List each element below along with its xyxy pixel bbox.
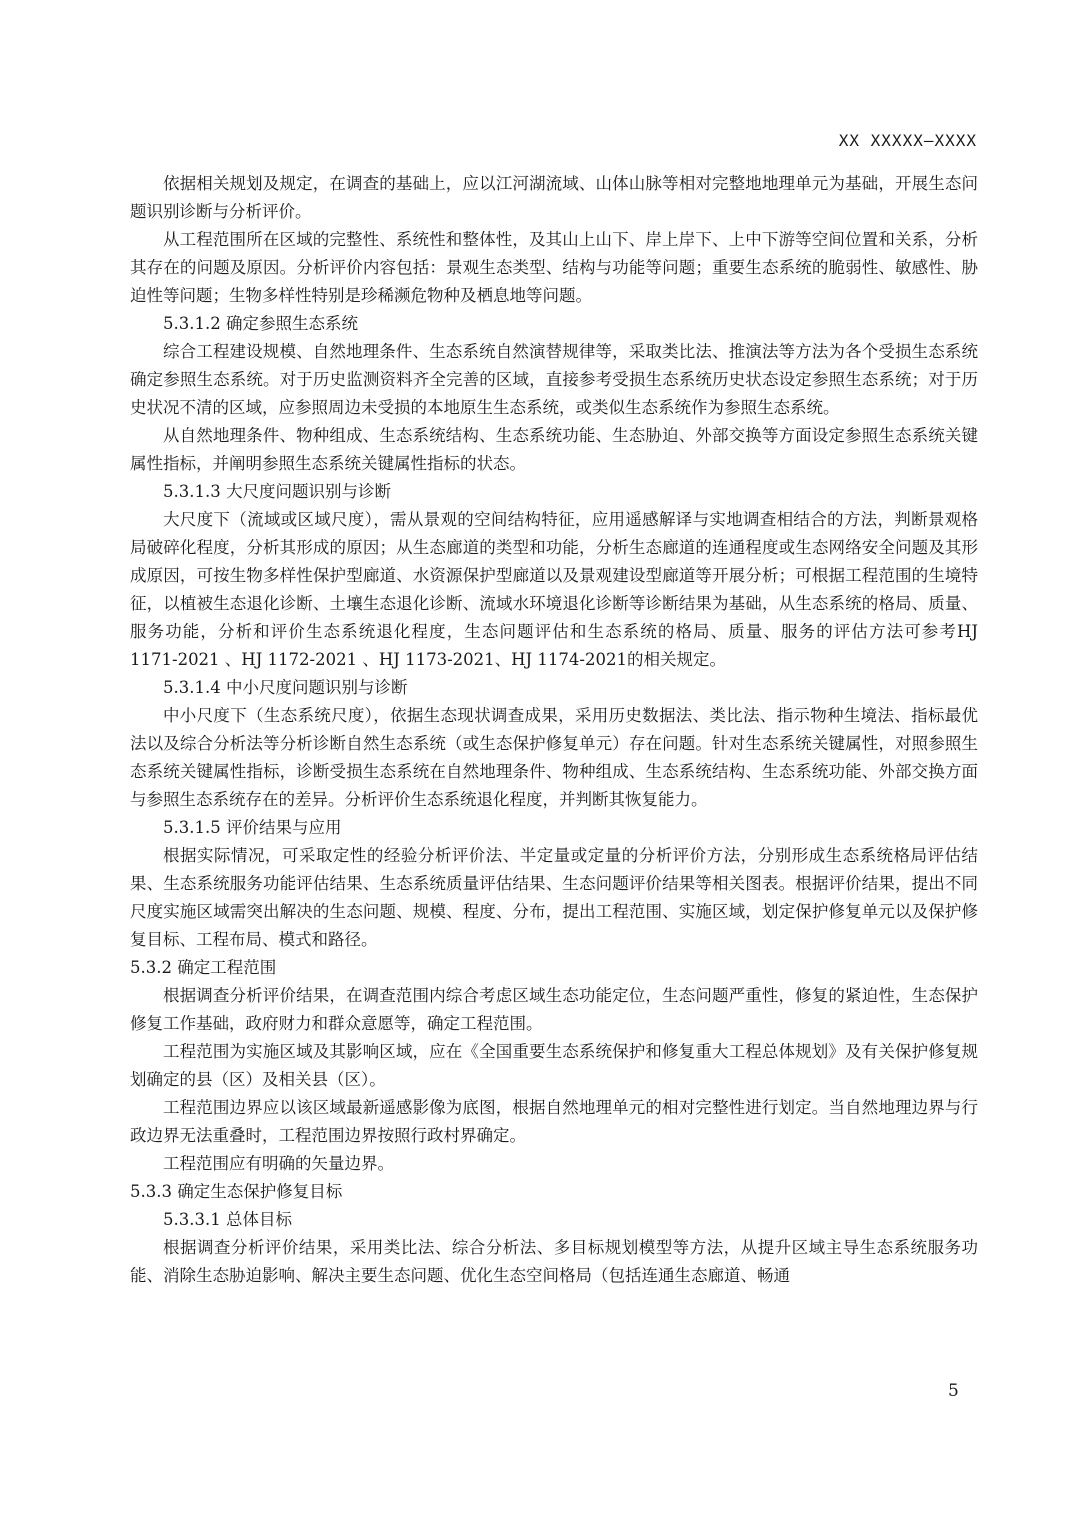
document-code: XX XXXXX—XXXX — [838, 131, 977, 150]
document-body — [130, 170, 978, 1290]
section-heading: 5.3.3.1 总体目标 — [163, 1210, 292, 1229]
paragraph: 根据调查分析评价结果，采用类比法、综合分析法、多目标规划模型等方法，从提升区域主导生态系统服务功能、消除生态胁迫影响、解决主要生态问题、优化生态空间格局（包括连通生态廊道、畅通 — [130, 1238, 978, 1285]
section-heading: 5.3.1.3 大尺度问题识别与诊断 — [163, 482, 391, 501]
paragraph: 综合工程建设规模、自然地理条件、生态系统自然演替规律等，采取类比法、推演法等方法为各个受损生态系统确定参照生态系统。对于历史监测资料齐全完善的区域，直接参考受损生态系统历史状态设定参照生态系统；对于历史状况不清的区域，应参照周边未受损的本地原生生态系统，或类似生态系统作为参照生态系统。 — [130, 342, 978, 417]
paragraph: 中小尺度下（生态系统尺度），依据生态现状调查成果，采用历史数据法、类比法、指示物种生境法、指标最优法以及综合分析法等分析诊断自然生态系统（或生态保护修复单元）存在问题。针对生态系统关键属性，对照参照生态系统关键属性指标，诊断受损生态系统在自然地理条件、物种组成、生态系统结构、生态系统功能、外部交换方面与参照生态系统存在的差异。分析评价生态系统退化程度，并判断其恢复能力。 — [130, 706, 978, 809]
paragraph: 从工程范围所在区域的完整性、系统性和整体性，及其山上山下、岸上岸下、上中下游等空间位置和关系，分析其存在的问题及原因。分析评价内容包括：景观生态类型、结构与功能等问题；重要生态系统的脆弱性、敏感性、胁迫性等问题；生物多样性特别是珍稀濒危物种及栖息地等问题。 — [130, 230, 978, 305]
paragraph: 根据实际情况，可采取定性的经验分析评价法、半定量或定量的分析评价方法，分别形成生态系统格局评估结果、生态系统服务功能评估结果、生态系统质量评估结果、生态问题评价结果等相关图表。根据评价结果，提出不同尺度实施区域需突出解决的生态问题、规模、程度、分布，提出工程范围、实施区域，划定保护修复单元以及保护修复目标、工程布局、模式和路径。 — [130, 846, 978, 949]
section-heading: 5.3.2 确定工程范围 — [130, 958, 277, 977]
section-heading: 5.3.1.5 评价结果与应用 — [163, 818, 342, 837]
page-number: 5 — [948, 1381, 959, 1401]
paragraph: 工程范围应有明确的矢量边界。 — [163, 1154, 394, 1173]
section-heading: 5.3.1.4 中小尺度问题识别与诊断 — [163, 678, 408, 697]
paragraph: 依据相关规划及规定，在调查的基础上，应以江河湖流域、山体山脉等相对完整地地理单元为基础，开展生态问题识别诊断与分析评价。 — [130, 174, 978, 221]
section-heading: 5.3.1.2 确定参照生态系统 — [163, 314, 358, 333]
section-heading: 5.3.3 确定生态保护修复目标 — [130, 1182, 343, 1201]
paragraph: 工程范围为实施区域及其影响区域，应在《全国重要生态系统保护和修复重大工程总体规划》及有关保护修复规划确定的县（区）及相关县（区）。 — [130, 1042, 978, 1089]
paragraph: 大尺度下（流域或区域尺度），需从景观的空间结构特征，应用遥感解译与实地调查相结合的方法，判断景观格局破碎化程度，分析其形成的原因；从生态廊道的类型和功能，分析生态廊道的连通程度或生态网络安全问题及其形成原因，可按生物多样性保护型廊道、水资源保护型廊道以及景观建设型廊道等开展分析；可根据工程范围的生境特征，以植被生态退化诊断、土壤生态退化诊断、流域水环境退化诊断等诊断结果为基础，从生态系统的格局、质量、服务功能，分析和评价生态系统退化程度，生态问题评估和生态系统的格局、质量、服务的评估方法可参考HJ 1171-2021 、HJ 1172-2021 、HJ 1173-2021、HJ 1174-2021的相关规定。 — [130, 510, 978, 669]
paragraph: 从自然地理条件、物种组成、生态系统结构、生态系统功能、生态胁迫、外部交换等方面设定参照生态系统关键属性指标，并阐明参照生态系统关键属性指标的状态。 — [130, 426, 978, 473]
paragraph: 工程范围边界应以该区域最新遥感影像为底图，根据自然地理单元的相对完整性进行划定。当自然地理边界与行政边界无法重叠时，工程范围边界按照行政村界确定。 — [130, 1098, 978, 1145]
paragraph: 根据调查分析评价结果，在调查范围内综合考虑区域生态功能定位，生态问题严重性，修复的紧迫性，生态保护修复工作基础，政府财力和群众意愿等，确定工程范围。 — [130, 986, 978, 1033]
